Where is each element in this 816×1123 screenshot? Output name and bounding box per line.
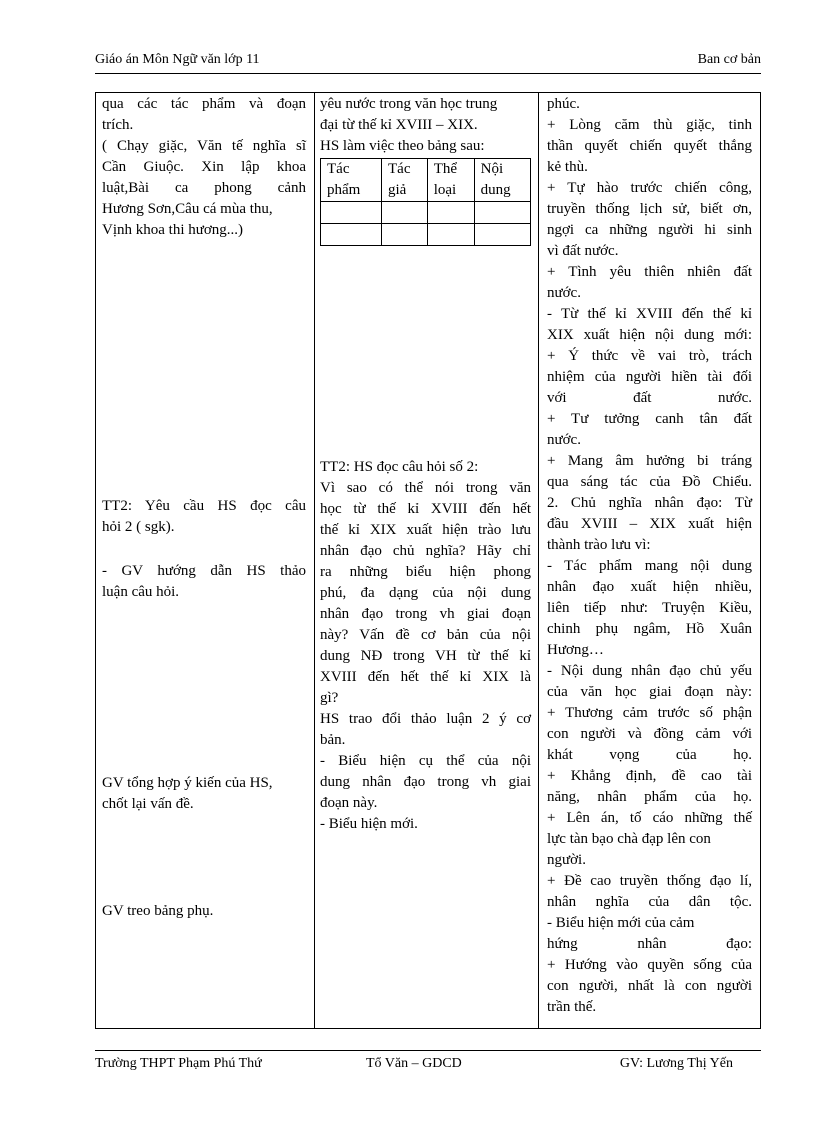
col3-line: nhiệm của người hiền tài đối [547, 369, 752, 385]
col2-line: dung nhân đạo trong vh giai [320, 774, 531, 790]
header-rule [95, 73, 761, 74]
worksheet-cell [474, 224, 530, 246]
col3-line: - Nội dung nhân đạo chủ yếu [547, 663, 752, 679]
col2-line: Vì sao có thể nói trong văn [320, 480, 531, 496]
col3-line: hứng nhân đạo: [547, 936, 752, 952]
worksheet-cell [382, 202, 428, 224]
col1-line: chốt lại vấn đề. [102, 796, 194, 812]
col1-line: ( Chạy giặc, Văn tế nghĩa sĩ [102, 138, 306, 154]
col3-line: + Tự hào trước chiến công, [547, 180, 752, 196]
header-title: Giáo án Môn Ngữ văn lớp 11 [95, 52, 260, 67]
col3-line: người. [547, 852, 586, 868]
col3-line: kẻ thù. [547, 159, 588, 175]
col3-line: khát vọng của họ. [547, 747, 752, 763]
col3-line: 2. Chủ nghĩa nhân đạo: Từ [547, 495, 752, 511]
col1-line: qua các tác phẩm và đoạn [102, 96, 306, 112]
header-word: Tác [388, 161, 411, 177]
col3-line: phúc. [547, 96, 580, 112]
col1-line: Vịnh khoa thi hương...) [102, 222, 244, 238]
worksheet-header-cell [474, 159, 530, 202]
col2-line: HS làm việc theo bảng sau: [320, 138, 485, 154]
col1-line: GV treo bảng phụ. [102, 903, 214, 919]
col2-line: này? Vấn đề cơ bản của nội [320, 627, 531, 643]
col2-line: học từ thế kỉ XVIII đến hết [320, 501, 531, 517]
col2-line: - Biểu hiện mới. [320, 816, 418, 832]
col3-line: trần thế. [547, 999, 597, 1015]
worksheet-empty-row [321, 202, 531, 224]
col3-line: vì đất nước. [547, 243, 619, 259]
col2-line: gì? [320, 690, 339, 706]
header-word: Nội [480, 161, 504, 177]
header-program: Ban cơ bản [697, 52, 761, 67]
col2-line: yêu nước trong văn học trung [320, 96, 498, 112]
col3-line: ngợi ca những người hi sinh [547, 222, 752, 238]
col1-line: luận câu hỏi. [102, 584, 180, 600]
col3-line: của văn học giai đoạn này: [547, 684, 752, 700]
col3-line: thành trào lưu vì: [547, 537, 651, 553]
col3-line: lực tàn bạo chà đạp lên con [547, 831, 711, 847]
col2-line: đoạn này. [320, 795, 378, 811]
page-header [95, 52, 761, 72]
worksheet-cell [321, 202, 382, 224]
worksheet-header-cell [382, 159, 428, 202]
worksheet-cell [382, 224, 428, 246]
header-word: dung [480, 182, 511, 198]
col3-line: Hương… [547, 642, 604, 658]
col2-line: phú, đa dạng của nội dung [320, 585, 531, 601]
col3-line: + Lòng căm thù giặc, tinh [547, 117, 752, 133]
worksheet-empty-row [321, 224, 531, 246]
header-word: Thể [433, 161, 458, 177]
col3-line: con người, nhất là con người [547, 978, 752, 994]
header-word: Tác [327, 161, 350, 177]
col3-line: năng, nhân phẩm của họ. [547, 789, 752, 805]
col3-line: + Mang âm hưởng bi tráng [547, 453, 752, 469]
col3-line: liên tiếp như: Truyện Kiều, [547, 600, 752, 616]
col3-line: + Đề cao truyền thống đạo lí, [547, 873, 752, 889]
footer-department: Tổ Văn – GDCD [366, 1056, 462, 1071]
col3-line: nước. [547, 285, 581, 301]
worksheet-cell [474, 202, 530, 224]
col3-line: + Thương cảm trước số phận [547, 705, 752, 721]
col3-line: + Ý thức về vai trò, trách [547, 348, 752, 364]
col2-line: dung NĐ trong VH từ thế kỉ [320, 648, 531, 664]
col2-line: - Biểu hiện cụ thể của nội [320, 753, 531, 769]
page-footer [95, 1056, 761, 1076]
col2-line: HS trao đổi thảo luận 2 ý cơ [320, 711, 531, 727]
col3-line: - Biểu hiện mới của cảm [547, 915, 695, 931]
col3-line: truyền thống lịch sử, biết ơn, [547, 201, 752, 217]
worksheet-cell [321, 224, 382, 246]
worksheet-cell [427, 224, 474, 246]
col3-line: + Tình yêu thiên nhiên đất [547, 264, 752, 280]
worksheet-table [320, 158, 531, 246]
footer-school: Trường THPT Phạm Phú Thứ [95, 1056, 262, 1071]
col3-line: con người và đồng cảm với [547, 726, 752, 742]
col3-line: + Khẳng định, đề cao tài [547, 768, 752, 784]
col3-line: XIX xuất hiện nội dung mới: [547, 327, 752, 343]
col2-line: ra những biểu hiện phong [320, 564, 531, 580]
col3-line: đầu XVIII – XIX xuất hiện [547, 516, 752, 532]
col3-line: - Từ thế kỉ XVIII đến thế kỉ [547, 306, 752, 322]
col3-line: + Lên án, tố cáo những thế [547, 810, 752, 826]
col2-line: nhân đạo chủ nghĩa? Hãy chỉ [320, 543, 531, 559]
header-word: giả [388, 182, 407, 198]
col2-line: XVIII đến hết thế kỉ XIX là [320, 669, 531, 685]
header-word: phẩm [327, 182, 361, 198]
col3-line: nước. [547, 432, 581, 448]
worksheet-header-cell [427, 159, 474, 202]
col1-line: Hương Sơn,Câu cá mùa thu, [102, 201, 273, 217]
col2-line: thế kỉ XIX xuất hiện trào lưu [320, 522, 531, 538]
worksheet-header-row [321, 159, 531, 202]
worksheet-header-cell [321, 159, 382, 202]
footer-teacher: GV: Lương Thị Yến [619, 1056, 733, 1071]
col1-line: TT2: Yêu cầu HS đọc câu [102, 498, 306, 514]
col3-line: + Tư tưởng canh tân đất [547, 411, 752, 427]
col2-line: bản. [320, 732, 346, 748]
worksheet-cell [427, 202, 474, 224]
col1-line: GV tổng hợp ý kiến của HS, [102, 775, 273, 791]
header-word: loại [433, 182, 457, 198]
col3-line: - Tác phẩm mang nội dung [547, 558, 752, 574]
col3-line: nhân đạo xuất hiện nhiều, [547, 579, 752, 595]
col3-line: + Hướng vào quyền sống của [547, 957, 752, 973]
col3-line: với đất nước. [547, 390, 752, 406]
col2-line: đại từ thế kỉ XVIII – XIX. [320, 117, 478, 133]
col1-line: hỏi 2 ( sgk). [102, 519, 175, 535]
col1-line: trích. [102, 117, 134, 133]
col3-line: thần quyết chiến quyết thắng [547, 138, 752, 154]
col1-line: Cần Giuộc. Xin lập khoa [102, 159, 306, 175]
col1-line: luật,Bài ca phong cảnh [102, 180, 306, 196]
col3-line: qua sáng tác của Đồ Chiểu. [547, 474, 752, 490]
col2-line: TT2: HS đọc câu hỏi số 2: [320, 459, 479, 475]
col3-line: chinh phụ ngâm, Hồ Xuân [547, 621, 752, 637]
col1-line: - GV hướng dẫn HS thảo [102, 563, 306, 579]
col2-line: nhân đạo trong vh giai đoạn [320, 606, 531, 622]
footer-rule [95, 1050, 761, 1051]
col3-line: nhân nghĩa của dân tộc. [547, 894, 752, 910]
